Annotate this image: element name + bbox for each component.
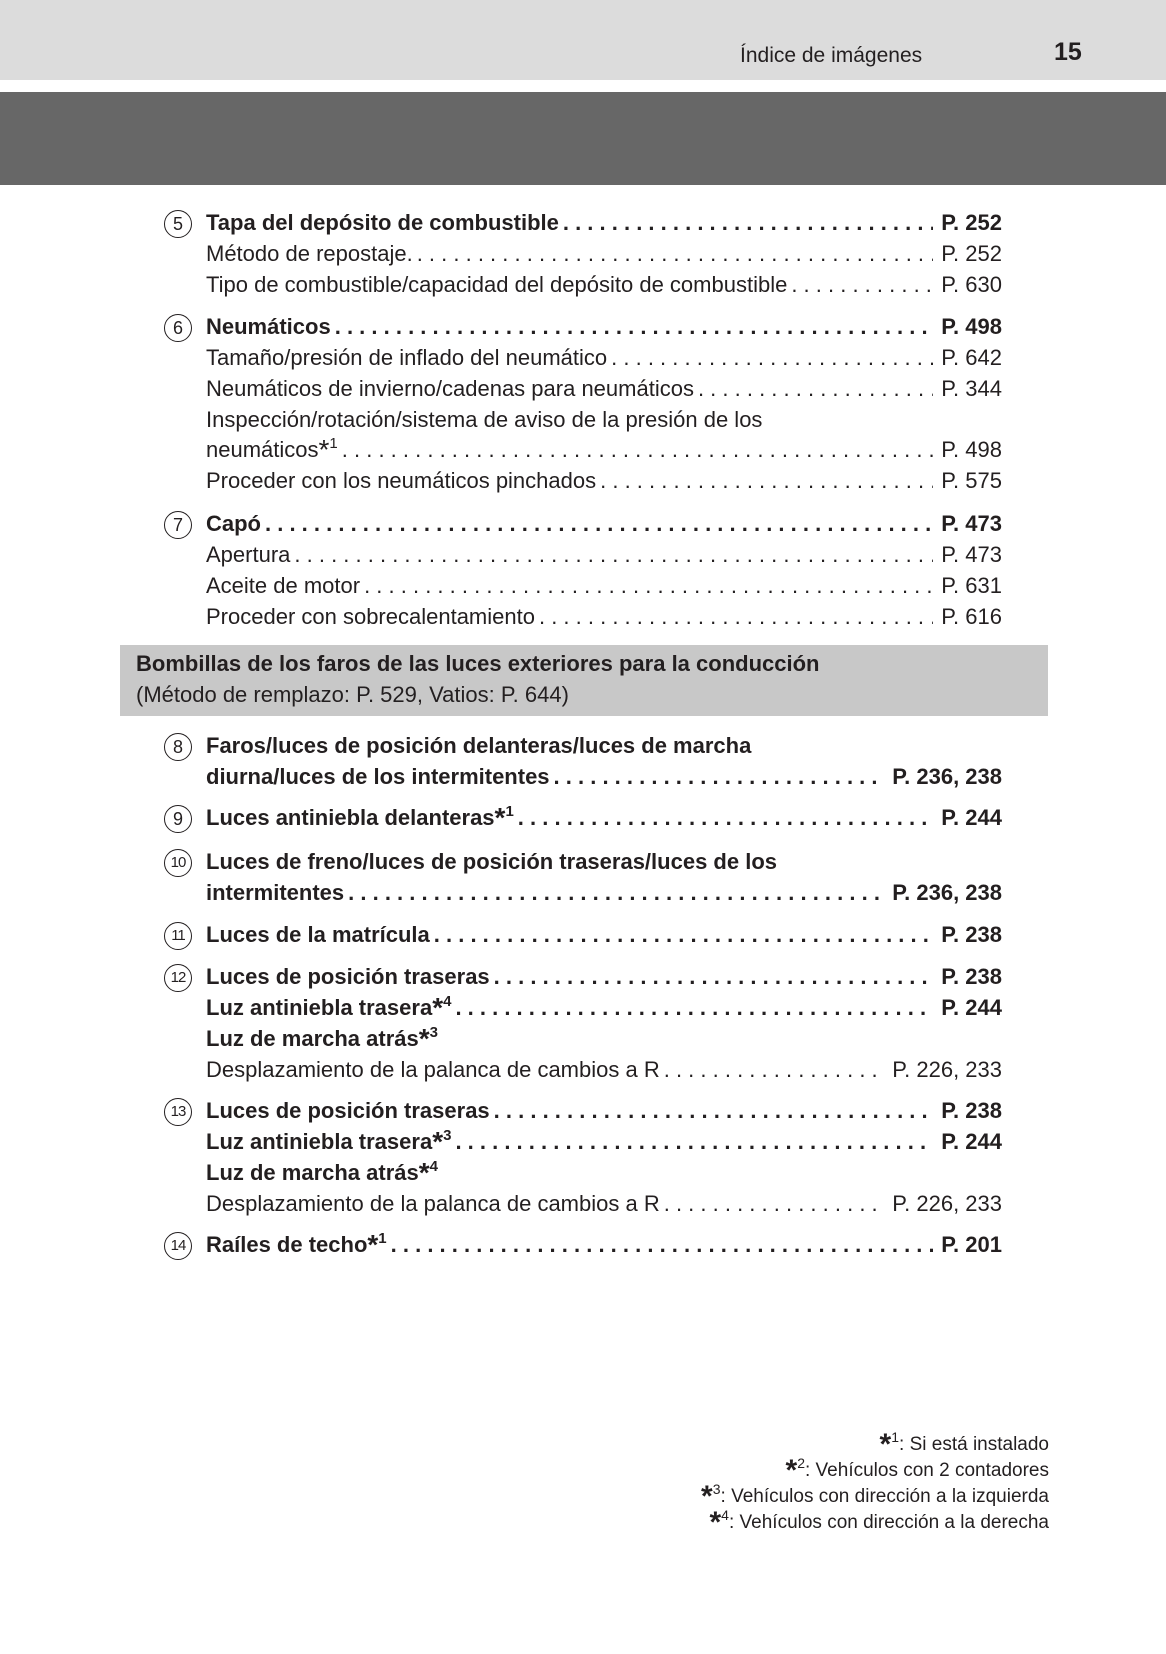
page-reference[interactable]: P. 252 [941, 241, 1002, 266]
page-reference[interactable]: P. 244 [941, 995, 1002, 1020]
dot-leader [261, 509, 933, 539]
index-text-line [206, 405, 762, 435]
section-title: Índice de imágenes [740, 44, 923, 67]
dot-leader [535, 602, 933, 632]
index-entry-row[interactable] [206, 540, 1002, 570]
index-entry-row[interactable] [206, 343, 1002, 373]
entry-label [206, 540, 290, 570]
index-entry-row[interactable] [206, 878, 1002, 908]
line-text: Luces de freno/luces de posición traseras/luces de los [206, 849, 777, 874]
entry-label [206, 920, 430, 950]
dot-leader [430, 920, 933, 950]
footnote-line [701, 1428, 1049, 1461]
entry-label-text: Tamaño/presión de inflado del neumático [206, 345, 608, 370]
page-reference[interactable]: P. 244 [941, 805, 1002, 830]
page-reference[interactable]: P. 244 [941, 1129, 1002, 1154]
dot-leader [596, 466, 933, 496]
page-reference[interactable]: P. 226, 233 [892, 1057, 1002, 1082]
index-entry-row[interactable] [206, 762, 1002, 792]
footnote-marker: * [432, 993, 444, 1023]
entry-label [206, 466, 596, 496]
footnote-ref: 4 [721, 1507, 729, 1523]
page-reference[interactable]: P. 473 [941, 542, 1002, 567]
footnote-ref: 3 [429, 1024, 438, 1041]
footnote-ref: 4 [443, 993, 452, 1010]
dot-leader [451, 1127, 933, 1157]
index-entry-row[interactable] [206, 374, 1002, 404]
footnote-text: : Vehículos con 2 contadores [805, 1460, 1049, 1481]
entry-label-text: Aceite de motor [206, 573, 361, 598]
dot-leader [344, 878, 884, 908]
entry-label-text: Luces de la matrícula [206, 922, 430, 947]
entry-label [206, 312, 331, 342]
line-text: Luz de marcha atrás [206, 1026, 419, 1051]
dot-leader [413, 239, 934, 269]
entry-label-text: Neumáticos de invierno/cadenas para neumáticos [206, 376, 694, 401]
footnotes [701, 1428, 1049, 1539]
footnote-marker: * [701, 1480, 713, 1513]
entry-label-text: Tipo de combustible/capacidad del depósito de combustible [206, 272, 788, 297]
index-entry-row[interactable] [206, 466, 1002, 496]
entry-label-text: neumáticos [206, 437, 319, 462]
page-reference[interactable]: P. 238 [941, 964, 1002, 989]
index-entry-row[interactable] [206, 993, 1002, 1023]
footnote-marker: * [367, 1230, 379, 1260]
entry-label [206, 1189, 660, 1219]
footnote-marker: * [709, 1506, 722, 1539]
entry-label-text: Apertura [206, 542, 291, 567]
item-number-8: 8 [164, 733, 192, 761]
entry-label-text: Luz antiniebla trasera [206, 995, 433, 1020]
entry-label [206, 762, 550, 792]
index-text-line [206, 847, 777, 877]
dot-leader [514, 803, 933, 833]
lighting-section-title: Bombillas de los faros de las luces exteriores para la conducción [136, 651, 820, 676]
dot-leader [290, 540, 933, 570]
index-entry-row[interactable] [206, 602, 1002, 632]
dot-leader [451, 993, 933, 1023]
index-entry-row[interactable] [206, 435, 1002, 465]
page-reference[interactable]: P. 642 [941, 345, 1002, 370]
page-reference[interactable]: P. 201 [941, 1232, 1002, 1257]
entry-label-text: Luz antiniebla trasera [206, 1129, 433, 1154]
item-number-6: 6 [164, 314, 192, 342]
footnote-ref: 4 [429, 1158, 438, 1175]
entry-label [206, 571, 360, 601]
entry-label-text: Raíles de techo [206, 1232, 368, 1257]
footnote-marker: * [418, 1157, 430, 1188]
index-entry-row[interactable] [206, 208, 1002, 238]
footnote-marker: * [785, 1454, 798, 1487]
footnote-ref: 3 [443, 1127, 452, 1144]
page-reference[interactable]: P. 236, 238 [892, 764, 1002, 789]
lighting-section-subtitle: (Método de remplazo: P. 529, Vatios: P. 644) [136, 682, 569, 707]
page-number: 15 [1054, 38, 1082, 66]
index-entry-row[interactable] [206, 1055, 1002, 1085]
index-entry-row[interactable] [206, 803, 1002, 833]
line-text: Faros/luces de posición delanteras/luces de marcha [206, 733, 752, 758]
page-reference[interactable]: P. 473 [941, 511, 1002, 536]
entry-label-text: Luces de posición traseras [206, 1098, 490, 1123]
page-reference[interactable]: P. 226, 233 [892, 1191, 1002, 1216]
footnote-ref: 3 [712, 1481, 721, 1497]
entry-label-text: Luces antiniebla delanteras [206, 805, 495, 830]
item-number-13: 13 [164, 1098, 192, 1126]
dot-leader [607, 343, 933, 373]
index-entry-row[interactable] [206, 1096, 1002, 1126]
item-number-5: 5 [164, 210, 192, 238]
footnote-text: : Si está instalado [899, 1434, 1049, 1455]
index-entry-row[interactable] [206, 1127, 1002, 1157]
entry-label [206, 1127, 451, 1157]
dot-leader [360, 571, 933, 601]
footnote-marker: * [318, 435, 330, 465]
dot-leader [660, 1189, 885, 1219]
entry-label [206, 435, 338, 465]
entry-label-text: intermitentes [206, 880, 345, 905]
footnote-ref: 2 [797, 1455, 805, 1471]
item-number-12: 12 [164, 964, 192, 992]
line-text: Luz de marcha atrás [206, 1160, 419, 1185]
index-entry-row[interactable] [206, 920, 1002, 950]
item-number-14: 14 [164, 1232, 192, 1260]
index-entry-row[interactable] [206, 509, 1002, 539]
entry-label-text: Tapa del depósito de combustible [206, 210, 559, 235]
index-text-line [206, 1024, 438, 1054]
page-reference[interactable]: P. 498 [941, 437, 1002, 462]
dot-leader [490, 962, 934, 992]
dot-leader [490, 1096, 934, 1126]
lighting-section-header [120, 645, 1048, 716]
index-text-line [206, 1158, 438, 1188]
entry-label [206, 878, 344, 908]
index-entry-row[interactable] [206, 270, 1002, 300]
dot-leader [787, 270, 933, 300]
footnote-text: : Vehículos con dirección a la derecha [728, 1512, 1049, 1533]
page-reference[interactable]: P. 238 [941, 1098, 1002, 1123]
footnote-marker: * [418, 1023, 430, 1054]
dot-leader [559, 208, 933, 238]
item-number-9: 9 [164, 805, 192, 833]
page-reference[interactable]: P. 238 [941, 922, 1002, 947]
footnote-ref: 1 [329, 435, 338, 452]
entry-label [206, 1230, 387, 1260]
index-entry-row[interactable] [206, 962, 1002, 992]
page-reference[interactable]: P. 236, 238 [892, 880, 1002, 905]
index-text-line [206, 731, 751, 761]
entry-label [206, 1055, 660, 1085]
entry-label [206, 509, 261, 539]
entry-label-text: diurna/luces de los intermitentes [206, 764, 550, 789]
dot-leader [331, 312, 934, 342]
entry-label [206, 270, 787, 300]
line-text: Inspección/rotación/sistema de aviso de la presión de los [206, 407, 763, 432]
decorative-band [0, 92, 1166, 185]
footnote-ref: 1 [378, 1230, 387, 1247]
item-number-7: 7 [164, 511, 192, 539]
entry-label [206, 1096, 490, 1126]
page-reference[interactable]: P. 631 [941, 573, 1002, 598]
entry-label [206, 374, 694, 404]
entry-label [206, 602, 535, 632]
page-reference[interactable]: P. 630 [941, 272, 1002, 297]
entry-label-text: Desplazamiento de la palanca de cambios a R [206, 1191, 660, 1216]
entry-label-text: Desplazamiento de la palanca de cambios a R [206, 1057, 660, 1082]
dot-leader [660, 1055, 885, 1085]
footnote-ref: 1 [891, 1429, 900, 1445]
entry-label-text: Proceder con sobrecalentamiento [206, 604, 535, 629]
dot-leader [550, 762, 885, 792]
entry-label-text: Luces de posición traseras [206, 964, 490, 989]
entry-label [206, 208, 559, 238]
footnote-marker: * [432, 1127, 444, 1157]
dot-leader [338, 435, 933, 465]
index-entry-row[interactable] [206, 571, 1002, 601]
footnote-line [701, 1480, 1049, 1513]
page-reference[interactable]: P. 252 [941, 210, 1002, 235]
item-number-10: 10 [164, 849, 192, 877]
entry-label-text: Neumáticos [206, 314, 331, 339]
footnote-marker: * [879, 1428, 892, 1461]
dot-leader [694, 374, 933, 404]
index-entry-row[interactable] [206, 1230, 1002, 1260]
entry-label-text: Método de repostaje. [206, 241, 413, 266]
footnote-ref: 1 [505, 803, 514, 820]
entry-label-text: Proceder con los neumáticos pinchados [206, 468, 597, 493]
entry-label [206, 962, 490, 992]
footnote-marker: * [494, 803, 506, 833]
entry-label [206, 803, 514, 833]
header-bar [0, 0, 1166, 80]
footnote-text: : Vehículos con dirección a la izquierda [720, 1486, 1049, 1507]
entry-label-text: Capó [206, 511, 261, 536]
index-entry-row[interactable] [206, 1189, 1002, 1219]
footnote-line [701, 1506, 1049, 1539]
page-reference[interactable]: P. 344 [941, 376, 1002, 401]
page-reference[interactable]: P. 498 [941, 314, 1002, 339]
entry-label [206, 239, 413, 269]
entry-label [206, 993, 451, 1023]
page-reference[interactable]: P. 616 [941, 604, 1002, 629]
entry-label [206, 343, 607, 373]
item-number-11: 11 [164, 922, 192, 950]
dot-leader [387, 1230, 934, 1260]
footnote-line [701, 1454, 1049, 1487]
index-entry-row[interactable] [206, 239, 1002, 269]
page-reference[interactable]: P. 575 [941, 468, 1002, 493]
index-entry-row[interactable] [206, 312, 1002, 342]
